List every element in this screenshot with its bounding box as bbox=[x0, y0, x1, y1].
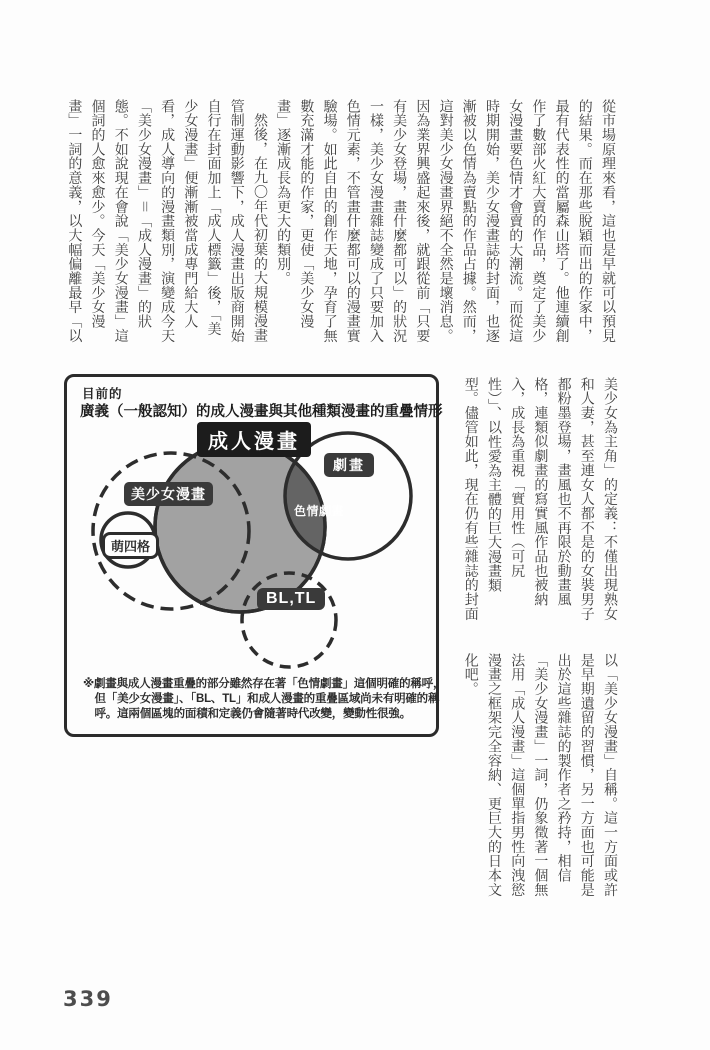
ero-gekiga-label: 色情劇畫 bbox=[294, 504, 345, 518]
adult-manga-label: 成人漫畫 bbox=[197, 422, 311, 457]
bishoujo-manga-label: 美少女漫畫 bbox=[124, 482, 213, 506]
main-text-top bbox=[60, 99, 620, 345]
page-number: 339 bbox=[63, 987, 113, 1011]
gekiga-label: 劇畫 bbox=[324, 453, 374, 477]
paragraph-2: 然後，在九〇年代初葉的大規模漫畫管制運動影響下，成人漫畫出版商開始自行在封面加上「成人標籤」後，「美少女漫畫」便漸漸被當成專門給大人看，成人導向的漫畫類別，演變成今天「美少女漫畫」＝「成人漫畫」的狀態。不如說現在會說「美少女漫畫」這個詞的人愈來愈少。今天「美少女漫畫」一詞的意義，以大幅偏離最早「以 bbox=[67, 99, 269, 343]
main-text-right-upper bbox=[450, 377, 622, 621]
moe-4koma-label: 萌四格 bbox=[102, 532, 159, 559]
figure-title: 廣義（一般認知）的成人漫畫與其他種類漫畫的重疊情形 bbox=[80, 404, 443, 420]
main-text-right-lower bbox=[450, 653, 622, 901]
paragraph-1: 從市場原理來看，這也是早就可以預見的結果。而在那些脫穎而出的作家中，最有代表性的當屬森山塔了。他連續創作了數部火紅大賣的作品，奠定了美少女漫畫要色情才會賣的大潮流。而從這時期開始，美少女漫畫誌的封面，也逐漸被以色情為賣點的作品占據。然而，這對美少女漫畫界絕不全然是壞消息。因為業界興盛起來後，就跟從前「只要有美少女登場，畫什麼都可以」的狀況一樣，美少女漫畫雜誌變成了只要加入色情元素，不管畫什麼都可以的漫畫實驗場。如此自由的創作天地，孕育了無數充滿才能的作家，更使「美少女漫畫」逐漸成長為更大的類別。 bbox=[276, 99, 617, 343]
paragraph-3: 美少女為主角」的定義：不僅出現熟女和人妻，甚至連女人都不是的女裝男子都粉墨登場，畫風也不再限於動畫風格，連類似劇畫的寫實風作品也被納入，成長為重視「實用性（可尻性）」、以性愛為主體的巨大漫畫類型。儘管如此，現在仍有些雜誌的封面 bbox=[463, 377, 619, 621]
venn-diagram-figure bbox=[64, 374, 445, 737]
figure-kicker: 目前的 bbox=[82, 387, 123, 401]
paragraph-4: 以「美少女漫畫」自稱。這一方面或許是早期遺留的習慣，另一方面也可能是出於這些雜誌的製作者之矜持，相信「美少女漫畫」一詞，仍象徵著一個無法用「成人漫畫」這個單指男性向洩慾漫畫之框架完全容納、更巨大的日本文化吧。 bbox=[463, 653, 619, 897]
figure-footnote: ※劇畫與成人漫畫重疊的部分雖然存在著「色情劇畫」這個明確的稱呼，但「美少女漫畫」、「BL、TL」和成人漫畫的重疊區域尚未有明確的稱呼。這兩個區塊的面積和定義仍會隨著時代改變，變動性很強。 bbox=[83, 678, 445, 720]
bltl-label: BL,TL bbox=[257, 588, 325, 610]
